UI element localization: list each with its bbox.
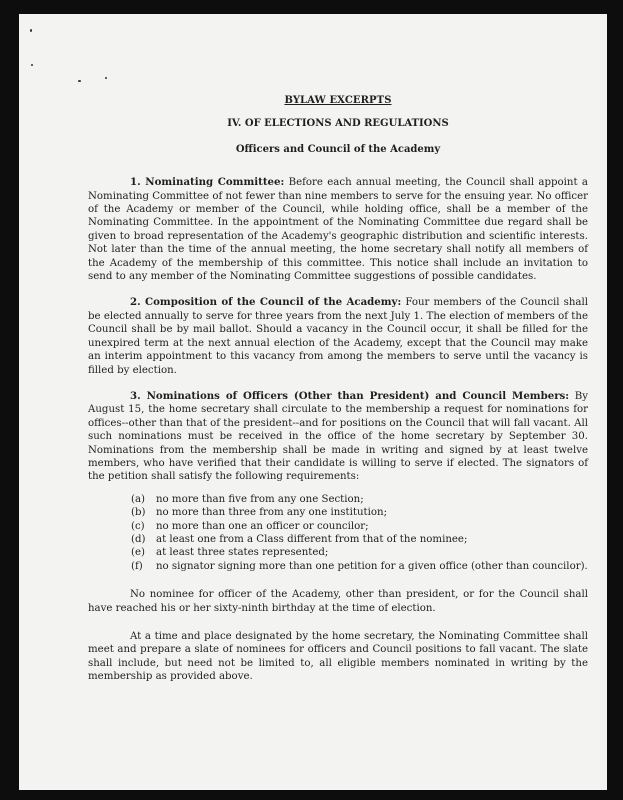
list-item-label: (e) [131,547,145,559]
document-subtitle: Officers and Council of the Academy [235,143,441,155]
list-item [131,560,588,573]
scan-speck [30,29,32,32]
list-item [131,533,588,546]
document-body [88,94,588,684]
scan-speck [78,80,81,82]
list-item-text: no more than three from any one institution; [156,507,388,519]
list-item-text: no more than one an officer or councilor; [156,520,369,532]
section-heading: IV. OF ELECTIONS AND REGULATIONS [227,118,449,130]
list-item-text: no more than five from any one Section; [156,493,364,505]
section-body: Before each annual meeting, the Council shall appoint a Nominating Committee of not fewer than nine members to serve for the ensuing year. No officer of the Academy or member of the Council, while holding office, shall be a member of the Nominating Committee. In the appointment of the Nominating Committee due regard shall be given to broad representation of the Academy's geographic distribution and scientific interests. Not later than the time of the annual meeting, the home secretary shall notify all members of the Academy of the membership of this committee. This notice shall include an invitation to send to any member of the Nominating Committee suggestions of possible candidates. [88,177,588,283]
section-body: Four members of the Council shall be elected annually to serve for three years from the next July 1. The election of members of the Council shall be by mail ballot. Should a vacancy in the Council occur, it shall be filled for the unexpired term at the next annual election of the Academy, except that the Council may make an interim appointment to this vacancy from among the members to serve until the vacancy is filled by election. [88,297,588,376]
section-title: 3. Nominations of Officers (Other than President) and Council Members: [130,389,570,402]
list-item-label: (f) [131,560,143,572]
document-title: BYLAW EXCERPTS [284,95,392,106]
list-item-label: (c) [131,520,145,532]
document-page [19,14,607,790]
list-item-text: at least three states represented; [156,547,329,559]
scan-speck [105,77,107,79]
scan-speck [31,64,33,66]
paragraph-nominating-committee [88,176,588,283]
paragraph-nominations [88,390,588,484]
requirements-list [131,493,588,573]
list-item [131,506,588,519]
section-title: 1. Nominating Committee: [130,176,285,189]
paragraph-council-composition [88,296,588,376]
paragraph-slate: At a time and place designated by the home secretary, the Nominating Committee shall meet and prepare a slate of nominees for officers and Council positions to fall vacant. The slate shall include, but need not be limited to, all eligible members nominated in writing by the membership as provided above. [88,631,588,683]
list-item-label: (d) [131,533,146,545]
list-item-label: (a) [131,493,146,505]
section-title: 2. Composition of the Council of the Academy: [130,296,402,309]
list-item-label: (b) [131,507,146,519]
list-item-text: no signator signing more than one petition for a given office (other than councilor). [156,560,588,572]
section-body: By August 15, the home secretary shall circulate to the membership a request for nominations for offices--other than that of the president--and for positions on the Council that will fall vacant. All such nominations must be received in the office of the home secretary by September 30. Nominations from the membership shall be made in writing and signed by at least twelve members, who have verified that their candidate is willing to serve if elected. The signators of the petition shall satisfy the following requirements: [88,390,588,483]
list-item [131,493,588,506]
list-item [131,546,588,559]
list-item [131,520,588,533]
paragraph-age-limit: No nominee for officer of the Academy, other than president, or for the Council shall have reached his or her sixty-ninth birthday at the time of election. [88,589,588,614]
list-item-text: at least one from a Class different from that of the nominee; [156,533,468,545]
